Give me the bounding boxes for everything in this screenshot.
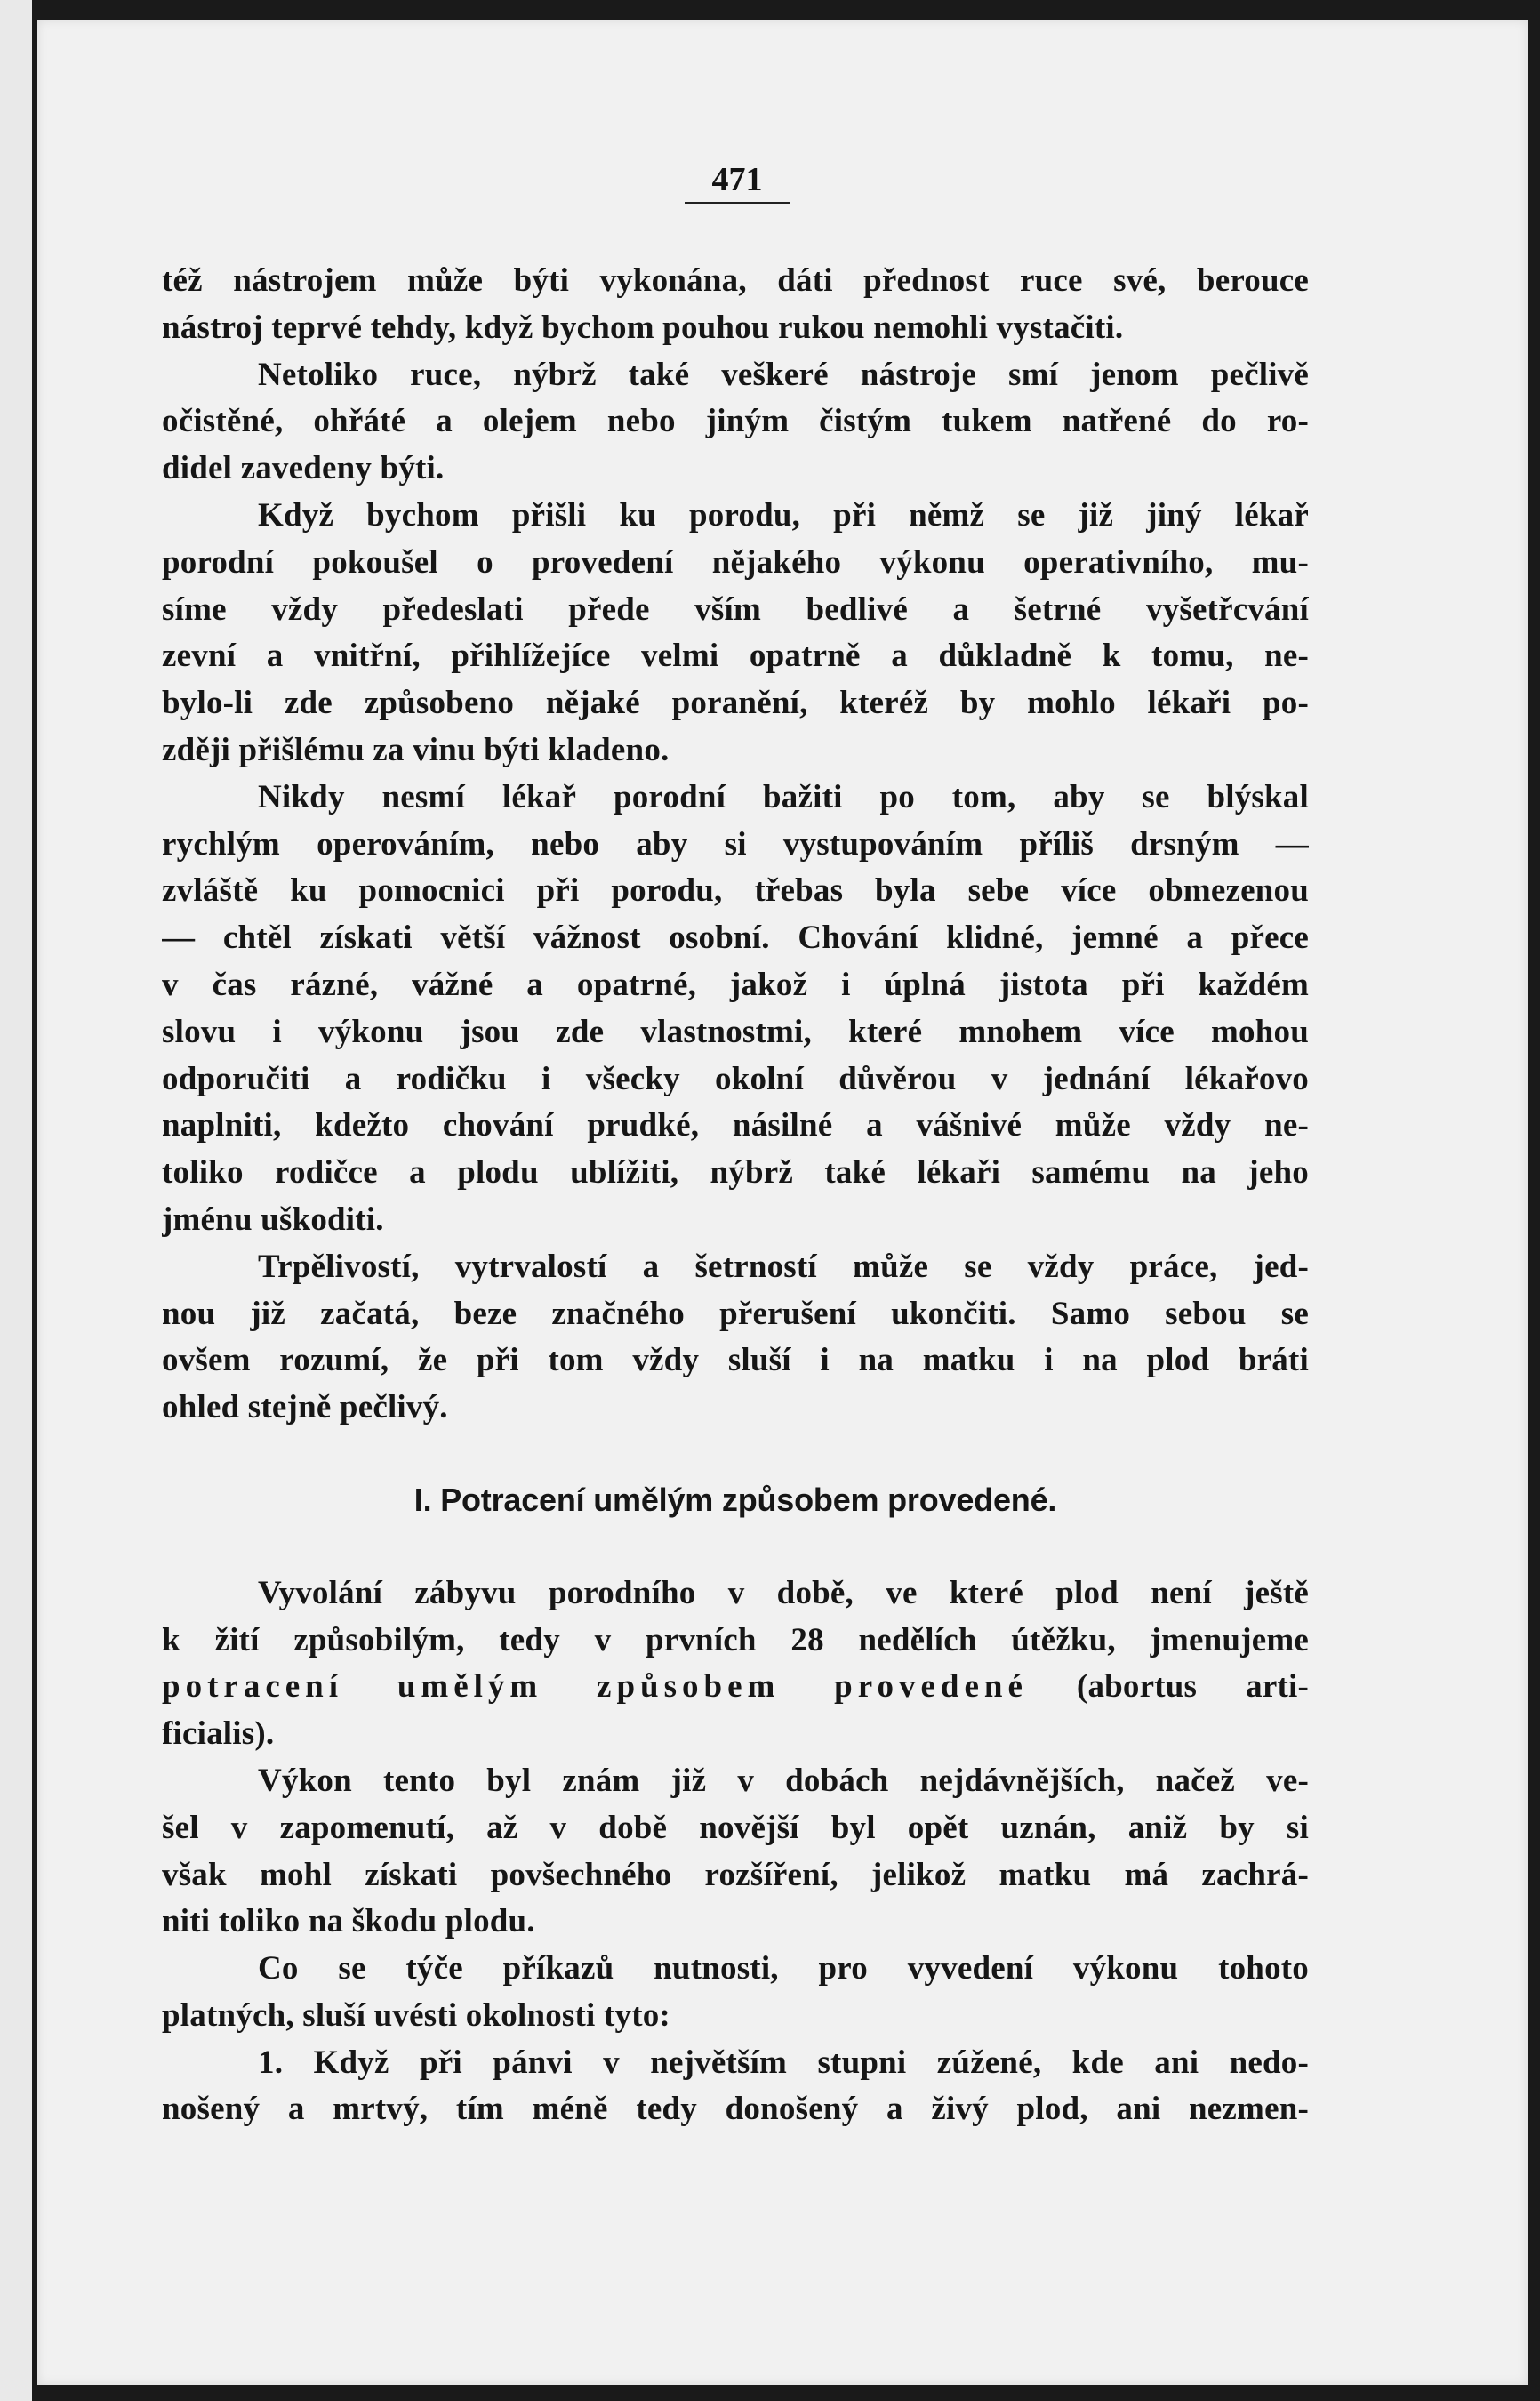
page-body bbox=[162, 258, 1309, 2133]
text-line: bylo-li zde způsobeno nějaké poranění, kteréž by mohlo lékaři po- bbox=[162, 685, 1309, 722]
text-line: Výkon tento byl znám již v dobách nejdávnějších, načež ve- bbox=[258, 1762, 1309, 1799]
text-line: Když bychom přišli ku porodu, při němž se již jiný lékař bbox=[258, 496, 1309, 534]
text-line: očistěné, ohřáté a olejem nebo jiným čistým tukem natřené do ro- bbox=[162, 403, 1309, 440]
text-line: ficialis). bbox=[162, 1715, 275, 1753]
section-heading: I. Potracení umělým způsobem provedené. bbox=[413, 1481, 1057, 1518]
text-line: Nikdy nesmí lékař porodní bažiti po tom, aby se blýskal bbox=[258, 778, 1309, 815]
text-line: nástroj teprvé tehdy, když bychom pouhou rukou nemohli vystačiti. bbox=[162, 309, 1124, 346]
text-line: zvláště ku pomocnici při porodu, třebas byla sebe více obmezenou bbox=[162, 872, 1309, 910]
page-number: 471 bbox=[685, 163, 790, 204]
text-fragment: (abortus arti- bbox=[1027, 1668, 1309, 1706]
text-line: k žití způsobilým, tedy v prvních 28 nedělích útěžku, jmenujeme bbox=[162, 1621, 1309, 1658]
text-line: — chtěl získati větší vážnost osobní. Chování klidné, jemné a přece bbox=[162, 919, 1309, 957]
text-line: platných, sluší uvésti okolnosti tyto: bbox=[162, 1996, 670, 2034]
text-line: Co se týče příkazů nutnosti, pro vyvedení výkonu tohoto bbox=[258, 1950, 1309, 1987]
text-line: jménu uškoditi. bbox=[162, 1200, 384, 1238]
text-line: 1. Když při pánvi v největším stupni zúžené, kde ani nedo- bbox=[258, 2044, 1309, 2081]
text-line bbox=[162, 1664, 1309, 1711]
scan-left-margin bbox=[0, 0, 37, 2401]
text-line: Netoliko ruce, nýbrž také veškeré nástroje smí jenom pečlivě bbox=[258, 356, 1309, 393]
text-line: niti toliko na škodu plodu. bbox=[162, 1903, 535, 1940]
text-line: ovšem rozumí, že při tom vždy sluší i na matku i na plod bráti bbox=[162, 1342, 1309, 1379]
text-line: však mohl získati povšechného rozšíření, jelikož matku má zachrá- bbox=[162, 1856, 1309, 1893]
text-line: porodní pokoušel o provedení nějakého výkonu operativního, mu- bbox=[162, 543, 1309, 581]
text-line: Trpělivostí, vytrvalostí a šetrností může se vždy práce, jed- bbox=[258, 1248, 1309, 1285]
text-line: v čas rázné, vážné a opatrné, jakož i úplná jistota při každém bbox=[162, 966, 1309, 1003]
text-line: naplniti, kdežto chování prudké, násilné a vášnivé může vždy ne- bbox=[162, 1107, 1309, 1144]
emphasized-term: potracení umělým způsobem provedené bbox=[162, 1668, 1028, 1706]
text-line: síme vždy předeslati přede vším bedlivé a šetrné vyšetřcvání bbox=[162, 590, 1309, 628]
text-line: nou již začatá, beze značného přerušení ukončiti. Samo sebou se bbox=[162, 1295, 1309, 1332]
text-line: toliko rodičce a plodu ublížiti, nýbrž také lékaři samému na jeho bbox=[162, 1154, 1309, 1192]
text-line: Vyvolání zábyvu porodního v době, ve které plod není ještě bbox=[258, 1574, 1309, 1611]
text-line: nošený a mrtvý, tím méně tedy donošený a živý plod, ani nezmen- bbox=[162, 2091, 1309, 2128]
text-line: ohled stejně pečlivý. bbox=[162, 1389, 448, 1426]
text-line: didel zavedeny býti. bbox=[162, 450, 445, 487]
text-line: rychlým operováním, nebo aby si vystupováním příliš drsným — bbox=[162, 825, 1309, 863]
text-line: odporučiti a rodičku i všecky okolní důvěrou v jednání lékařovo bbox=[162, 1060, 1309, 1097]
text-line: zevní a vnitřní, přihlížejíce velmi opatrně a důkladně k tomu, ne- bbox=[162, 638, 1309, 675]
text-line: slovu i výkonu jsou zde vlastnostmi, které mnohem více mohou bbox=[162, 1013, 1309, 1050]
text-line: též nástrojem může býti vykonána, dáti přednost ruce své, berouce bbox=[162, 262, 1309, 299]
text-line: zději přišlému za vinu býti kladeno. bbox=[162, 731, 670, 768]
text-line: šel v zapomenutí, až v době novější byl opět uznán, aniž by si bbox=[162, 1809, 1309, 1846]
